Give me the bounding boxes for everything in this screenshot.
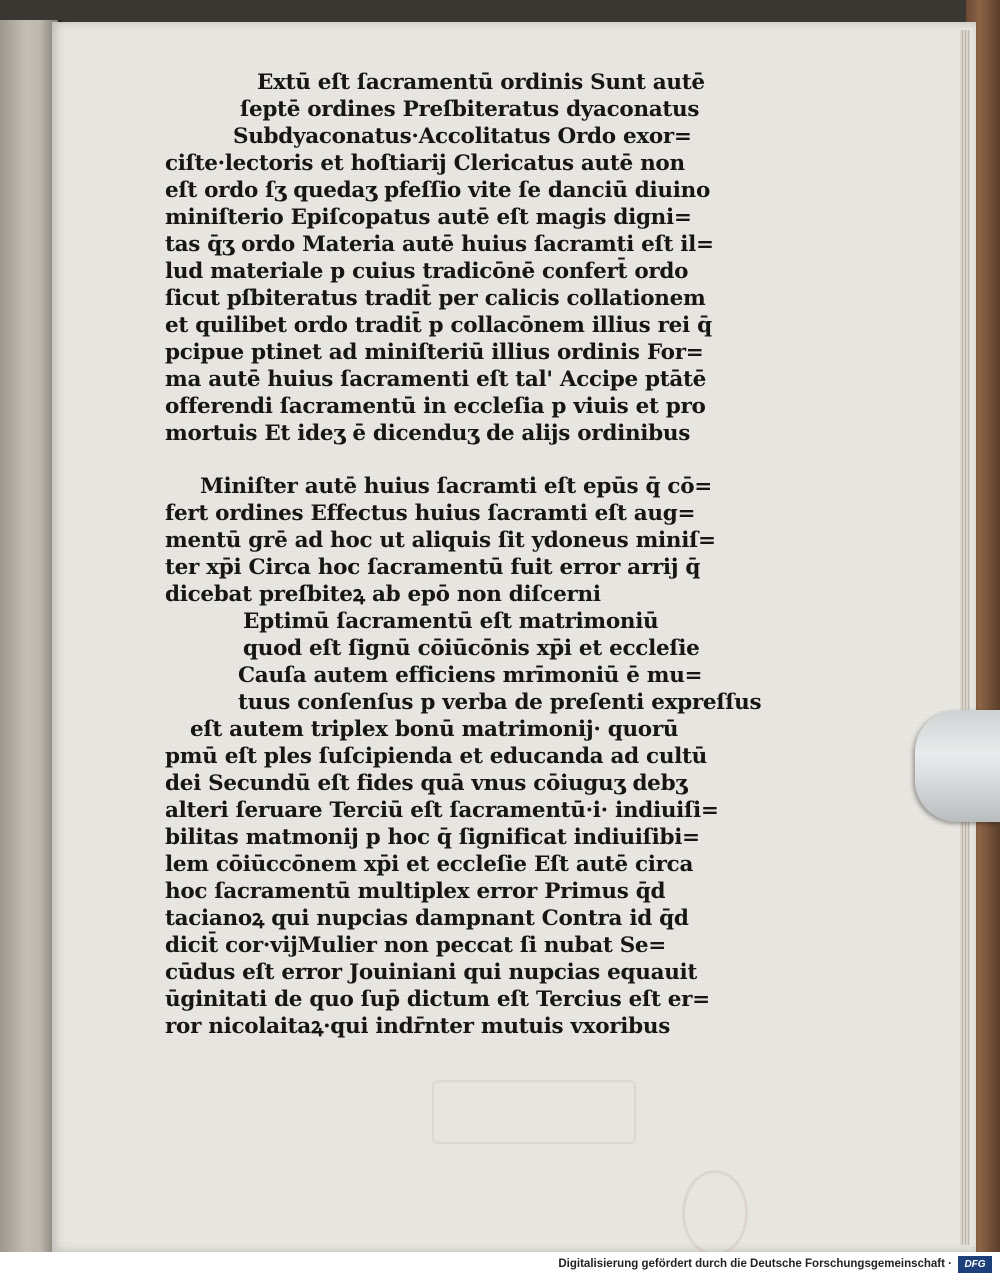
text-line: pmū eſt ples ſuſcipienda et educanda ad cultū — [165, 744, 708, 769]
page-clip — [915, 710, 1000, 822]
text-line: lem cōiūccōnem xp̄i et eccleſie Eſt autē circa — [165, 852, 694, 877]
text-line: hoc ſacramentū multiplex error Primus q̄d — [165, 879, 666, 904]
text-line: tuus conſenſus p verba de preſenti expreſſus — [238, 690, 762, 715]
text-line: ūginitati de quo ſup̄ dictum eſt Tercius eſt er= — [165, 987, 710, 1012]
text-line: Cauſa autem efficiens mrīmoniū ē mu= — [238, 663, 703, 688]
footer-bar — [0, 1252, 1000, 1279]
faint-stamp-mark — [432, 1080, 636, 1144]
text-line: lud materiale p cuius tradicōnē confert̄ ordo — [165, 259, 689, 284]
text-line: quod eſt ſignū cōiūcōnis xp̄i et eccleſie — [243, 636, 700, 661]
text-line: et quilibet ordo tradit̄ p collacōnem illius rei q̄ — [165, 313, 712, 338]
text-line: offerendi ſacramentū in eccleſia p viuis et pro — [165, 394, 706, 419]
text-line: ror nicolaitaꝝ·qui indr̄nter mutuis vxoribus — [165, 1014, 670, 1039]
text-line: Subdyaconatus·Accolitatus Ordo exor= — [233, 124, 692, 149]
text-line: ma autē huius ſacramenti eſt tal' Accipe ptātē — [165, 367, 707, 392]
text-line: pcipue ptinet ad miniſteriū illius ordinis For= — [165, 340, 704, 365]
text-line: tacianoꝝ qui nupcias dampnant Contra id q̄d — [165, 906, 689, 931]
text-line: mentū grē ad hoc ut aliquis ſit ydoneus miniſ= — [165, 528, 716, 553]
text-line: ter xp̄i Circa hoc ſacramentū fuit error arrij q̄ — [165, 555, 701, 580]
text-line: eſt ordo ſʒ quedaʒ pfeſſio vite ſe danciū diuino — [165, 178, 710, 203]
text-line: ſicut pſbiteratus tradit̄ per calicis collationem — [165, 286, 706, 311]
text-line: eſt autem triplex bonū matrimonij· quorū — [190, 717, 679, 742]
text-line: ciſte·lectoris et hoſtiarij Clericatus autē non — [165, 151, 685, 176]
faint-ink-mark — [682, 1170, 748, 1256]
text-line: cūdus eſt error Jouiniani qui nupcias equauit — [165, 960, 698, 985]
text-line: mortuis Et ideʒ ē dicenduʒ de alijs ordinibus — [165, 421, 691, 446]
text-line: dei Secundū eſt fides quā vnus cōiuguʒ debʒ — [165, 771, 688, 796]
text-line: fert ordines Effectus huius ſacramti eſt aug= — [165, 501, 696, 526]
text-line: dicebat preſbiteꝝ ab epō non diſcerni — [165, 582, 601, 607]
text-line: alteri ſeruare Terciū eſt ſacramentū·i· indiuiſi= — [165, 798, 719, 823]
text-line: Eptimū ſacramentū eſt matrimoniū — [243, 609, 659, 634]
text-line: Miniſter autē huius ſacramti eſt epūs q̄ cō= — [200, 474, 712, 499]
page-stack-edges — [960, 30, 970, 1245]
footer-credit: Digitalisierung gefördert durch die Deutsche Forschungsgemeinschaft · — [558, 1258, 952, 1270]
text-line: miniſterio Epiſcopatus autē eſt magis digni= — [165, 205, 692, 230]
dfg-logo: DFG — [958, 1256, 992, 1273]
text-line: dicit̄ cor·vijMulier non peccat ſi nubat Se= — [165, 933, 667, 958]
text-line: bilitas matmonij p hoc q̄ ſignificat indiuiſibi= — [165, 825, 700, 850]
text-line: Extū eſt ſacramentū ordinis Sunt autē — [257, 70, 705, 95]
text-line: ſeptē ordines Preſbiteratus dyaconatus — [240, 97, 700, 122]
text-line: tas q̄ʒ ordo Materia autē huius ſacramti eſt il= — [165, 232, 714, 257]
